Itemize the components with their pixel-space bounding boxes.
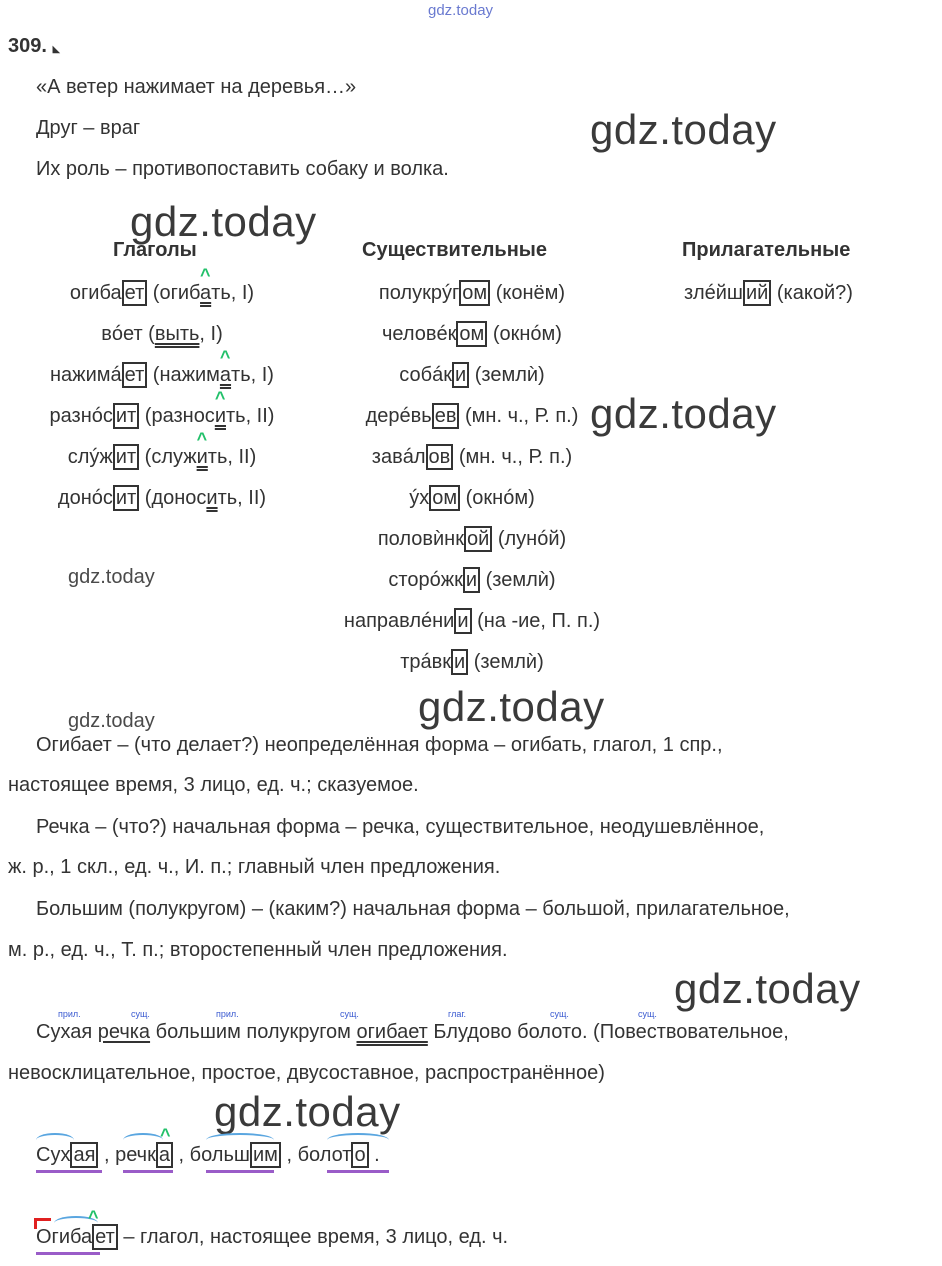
comma: , [178,1144,185,1166]
verb-vowel: и [206,487,218,509]
noun-ending: и [454,608,471,634]
noun-note: (землѝ) [469,364,545,386]
verb-vowel: выть [154,323,200,345]
noun-row [300,363,644,387]
stem-line [206,1170,274,1173]
verb-ending: ит [113,444,139,470]
root-arc [327,1133,389,1147]
watermark-big: gdz.today [590,106,777,153]
root-arc [36,1133,74,1147]
root-arc [206,1133,274,1147]
sentence-line-1 [36,1020,789,1044]
noun-note: (мн. ч., Р. п.) [453,446,573,468]
noun-stem: направлéни [343,610,455,632]
analysis-p3-line2: м. р., ед. ч., Т. п.; второстепенный член предложения. [8,939,508,961]
noun-row [300,609,644,633]
verb-vowel: а ^ [219,347,232,386]
morph-word-2: речк а [115,1144,173,1166]
noun-stem: полукрýг [378,282,460,304]
noun-ending: ом [459,280,490,306]
adjective-ending: ий [743,280,771,306]
verb-row [0,265,324,305]
suffix-mark-icon: ^ [200,265,211,285]
task-line-3: Их роль – противопоставить собаку и волка. [36,158,449,180]
final-text: – глагол, настоящее время, 3 лицо, ед. ч. [117,1226,509,1248]
verb-row [0,486,324,510]
watermark-small: gdz.today [68,710,155,732]
noun-stem: трáвк [400,651,452,673]
stem-line [327,1170,389,1173]
analysis-p2-line1: Речка – (что?) начальная форма – речка, существительное, неодушевлённое, [36,816,765,838]
noun-row [300,527,644,551]
pos-label: глаг. [448,1009,467,1019]
final-line [36,1225,508,1249]
subject-word: речка [97,1021,151,1043]
noun-ending: ой [464,526,492,552]
verb-ending: ит [113,403,139,429]
verbs-header: Глаголы [113,239,197,261]
watermark-big: gdz.today [590,390,777,437]
verb-info: ть, II) [225,405,275,427]
verb-infinitive: (разнос [139,405,215,427]
verb-info: ть, I) [231,364,274,386]
noun-stem: завáл [371,446,426,468]
noun-note: (землѝ) [480,569,556,591]
pos-label: сущ. [340,1009,359,1019]
verb-ending: ет [122,362,148,388]
verb-stem: донóс [57,487,113,509]
noun-stem: сторóжк [388,569,463,591]
verb-infinitive: ( [142,323,155,345]
verb-infinitive: (нажим [147,364,220,386]
verb-infinitive: (служ [139,446,197,468]
watermark-big: gdz.today [214,1088,401,1135]
noun-stem: ýх [409,487,430,509]
noun-row [300,322,644,346]
noun-note: (лунóй) [492,528,567,550]
analysis-p1-line1: Огибает – (что делает?) неопределённая форма – огибать, глагол, 1 спр., [36,734,723,756]
morph-word-1: Сух ая [36,1144,98,1166]
final-ending: ет [92,1224,118,1250]
verb-ending: ет [122,280,148,306]
verb-ending: ит [113,485,139,511]
suffix-mark-icon: ^ [160,1125,171,1145]
verb-stem: слýж [67,446,113,468]
adjective-stem: злéйш [684,282,743,304]
analysis-p2-line2: ж. р., 1 скл., ед. ч., И. п.; главный член предложения. [8,856,501,878]
verb-stem: разнóс [49,405,113,427]
suffix-mark-icon: ^ [219,347,231,367]
sentence-line-2: невосклицательное, простое, двусоставное, распространённое) [8,1062,605,1084]
task-number [8,34,60,62]
nouns-header: Существительные [362,239,548,261]
pos-label: прил. [216,1009,239,1019]
verb-info: , I) [199,323,223,345]
task-line-1: «А ветер нажимает на деревья…» [36,76,357,98]
task-line-2: Друг – враг [36,117,141,139]
top-watermark: gdz.today [428,2,494,19]
noun-ending: и [463,567,480,593]
suffix-mark-icon: ^ [196,429,208,449]
comma: , [286,1144,292,1166]
verb-infinitive: (донос [139,487,207,509]
noun-stem: собáк [399,364,452,386]
noun-ending: ом [429,485,460,511]
noun-stem: половѝнк [377,528,464,550]
verb-stem: нажимá [50,364,122,386]
watermark-big: gdz.today [418,683,605,730]
analysis-p1-line2: настоящее время, 3 лицо, ед. ч.; сказуемое. [8,774,419,796]
verb-infinitive: (огиб [147,282,201,304]
noun-note: (на -ие, П. п.) [471,610,601,632]
stem-line [36,1252,100,1255]
noun-row [300,445,644,469]
analysis-p3-line1: Большим (полукругом) – (каким?) начальная форма – большой, прилагательное, [36,898,790,920]
noun-note: (мн. ч., Р. п.) [459,405,579,427]
noun-stem: дерéвь [365,405,432,427]
noun-ending: ом [456,321,487,347]
morph-word-3: больш им [190,1144,281,1166]
final-stem: Огиба [36,1226,93,1248]
verb-stem: вóет [101,323,143,345]
noun-ending: и [451,649,468,675]
verb-stem: огиба [69,282,122,304]
noun-note: (окнóм) [487,323,562,345]
word: Сухая [36,1021,98,1043]
suffix-mark-icon: ^ [88,1207,99,1227]
verb-vowel: а ^ [200,265,212,304]
root-arc [123,1133,163,1147]
noun-row [300,486,644,510]
noun-row [300,281,644,305]
noun-row [300,404,644,428]
noun-ending: ов [426,444,454,470]
verb-row [0,347,324,387]
pos-label: прил. [58,1009,81,1019]
adjective-row [684,281,853,305]
predicate-word: огибает [356,1021,428,1043]
dot: . [374,1144,380,1166]
pos-label: сущ. [638,1009,657,1019]
word: большим полукругом [150,1021,357,1043]
pos-label: сущ. [131,1009,150,1019]
verb-info: ть, I) [211,282,255,304]
watermark-big: gdz.today [130,198,317,245]
verb-row [0,388,324,428]
adjective-note: (какой?) [771,282,853,304]
watermark-big: gdz.today [674,965,861,1012]
noun-ending: и [452,362,469,388]
noun-note: (конём) [490,282,566,304]
task-number-text: 309. [8,35,47,57]
verb-info: ть, II) [207,446,257,468]
verb-info: ть, II) [217,487,267,509]
noun-row [300,568,644,592]
adjectives-header: Прилагательные [682,239,851,261]
noun-note: (землѝ) [468,651,544,673]
stem-line [36,1170,102,1173]
stem-line [123,1170,173,1173]
verb-row [0,322,324,346]
suffix-mark-icon: ^ [214,388,226,408]
noun-note: (окнóм) [460,487,535,509]
verb-vowel: и ^ [196,429,208,468]
noun-ending: ев [432,403,460,429]
noun-stem: человéк [382,323,457,345]
watermark-small: gdz.today [68,566,155,588]
noun-row [300,650,644,674]
word: Блудово болото. (Повествовательное, [427,1021,789,1043]
pos-label: сущ. [550,1009,569,1019]
comma: , [103,1144,110,1166]
verb-row [0,429,324,469]
verb-vowel: и ^ [214,388,226,427]
morph-word-4: болот о [298,1144,369,1166]
arrow-icon: ◣ [52,44,61,55]
